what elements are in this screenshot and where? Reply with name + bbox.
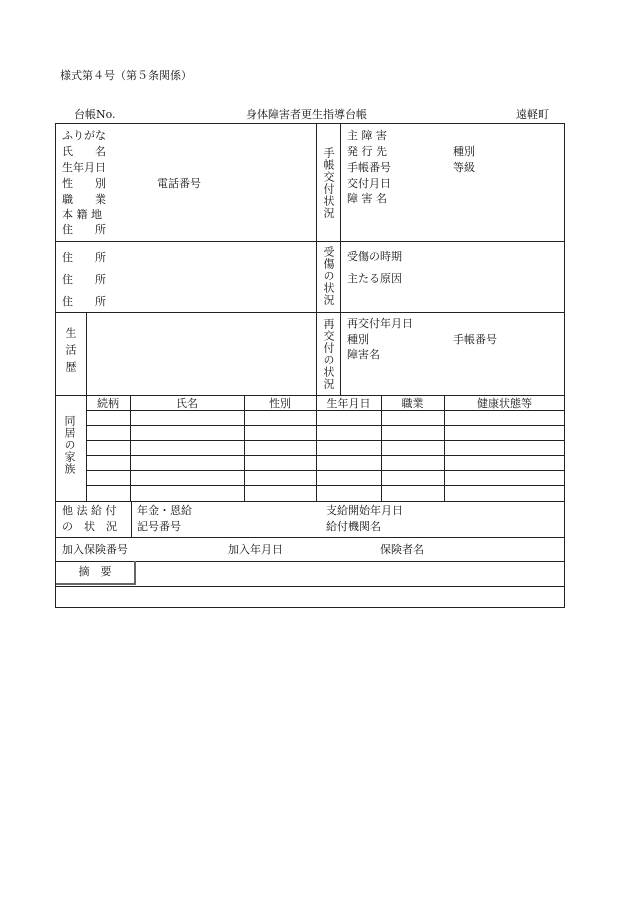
reissue-disability-name-label: 障害名 — [347, 348, 380, 361]
divider — [55, 586, 565, 587]
table-row — [86, 440, 565, 441]
table-row — [86, 485, 565, 486]
reissue-category-label: 種別 — [347, 333, 369, 346]
address-label: 住 所 — [62, 273, 106, 286]
furigana-label: ふりがな — [62, 129, 106, 142]
domicile-label: 本 籍 地 — [62, 208, 102, 221]
phone-label: 電話番号 — [157, 177, 201, 190]
issuer-label: 発 行 先 — [347, 145, 387, 158]
divider — [55, 241, 565, 242]
injury-time-label: 受傷の時期 — [347, 250, 402, 263]
other-benefits-heading-line1: 他 法 給 付 — [62, 504, 117, 517]
agency-label: 給付機関名 — [326, 520, 381, 533]
column-header-health: 健康状態等 — [477, 397, 532, 410]
divider — [86, 312, 87, 395]
address-label: 住 所 — [62, 295, 106, 308]
grade-label: 等級 — [453, 161, 475, 174]
table-row — [86, 470, 565, 471]
sex-label: 性 別 — [62, 177, 106, 190]
main-disability-label: 主 障 害 — [347, 129, 387, 142]
record-number-label: 記号番号 — [137, 520, 181, 533]
divider — [316, 123, 317, 395]
divider — [131, 501, 132, 537]
name-label: 氏 名 — [62, 145, 106, 158]
address-label: 住 所 — [62, 251, 106, 264]
category-label: 種別 — [453, 145, 475, 158]
column-header-name: 氏名 — [176, 397, 198, 410]
other-benefits-heading-line2: の 状 況 — [62, 520, 117, 533]
life-history-heading: 生活歴 — [64, 327, 77, 378]
column-header-occupation: 職業 — [401, 397, 424, 410]
insurance-number-label: 加入保険番号 — [62, 543, 128, 556]
injury-heading: 受傷の状況 — [322, 246, 335, 306]
start-date-label: 支給開始年月日 — [326, 504, 403, 517]
column-header-birthdate: 生年月日 — [326, 397, 371, 410]
birthdate-label: 生年月日 — [62, 161, 106, 174]
table-row — [86, 410, 565, 411]
divider — [55, 537, 565, 538]
reissue-date-label: 再交付年月日 — [347, 317, 413, 330]
injury-cause-label: 主たる原因 — [347, 272, 402, 285]
table-row — [86, 425, 565, 426]
table-row — [86, 455, 565, 456]
occupation-label: 職 業 — [62, 193, 106, 206]
pension-label: 年金・恩給 — [137, 504, 192, 517]
disability-name-label: 障 害 名 — [347, 192, 387, 205]
form-title: 身体障害者更生指導台帳 — [246, 108, 367, 121]
insurer-label: 保険者名 — [380, 543, 424, 556]
ledger-number-label: 台帳No. — [74, 108, 116, 121]
handbook-issue-heading: 手帳交付状況 — [322, 147, 335, 219]
issue-date-label: 交付月日 — [347, 177, 391, 190]
summary-label: 摘 要 — [56, 561, 136, 585]
reissue-handbook-number-label: 手帳番号 — [453, 333, 497, 346]
divider — [55, 395, 565, 396]
divider — [340, 123, 341, 395]
column-header-relation: 続柄 — [97, 397, 119, 410]
reissue-heading: 再交付の状況 — [322, 318, 335, 390]
handbook-number-label: 手帳番号 — [347, 161, 391, 174]
column-header-sex: 性別 — [269, 397, 291, 410]
address-label: 住 所 — [62, 223, 106, 236]
town-name: 遠軽町 — [516, 108, 549, 121]
insurance-date-label: 加入年月日 — [228, 543, 283, 556]
divider — [55, 312, 565, 313]
form-number: 様式第４号（第５条関係） — [60, 69, 192, 82]
family-heading: 同居の家族 — [63, 415, 76, 475]
